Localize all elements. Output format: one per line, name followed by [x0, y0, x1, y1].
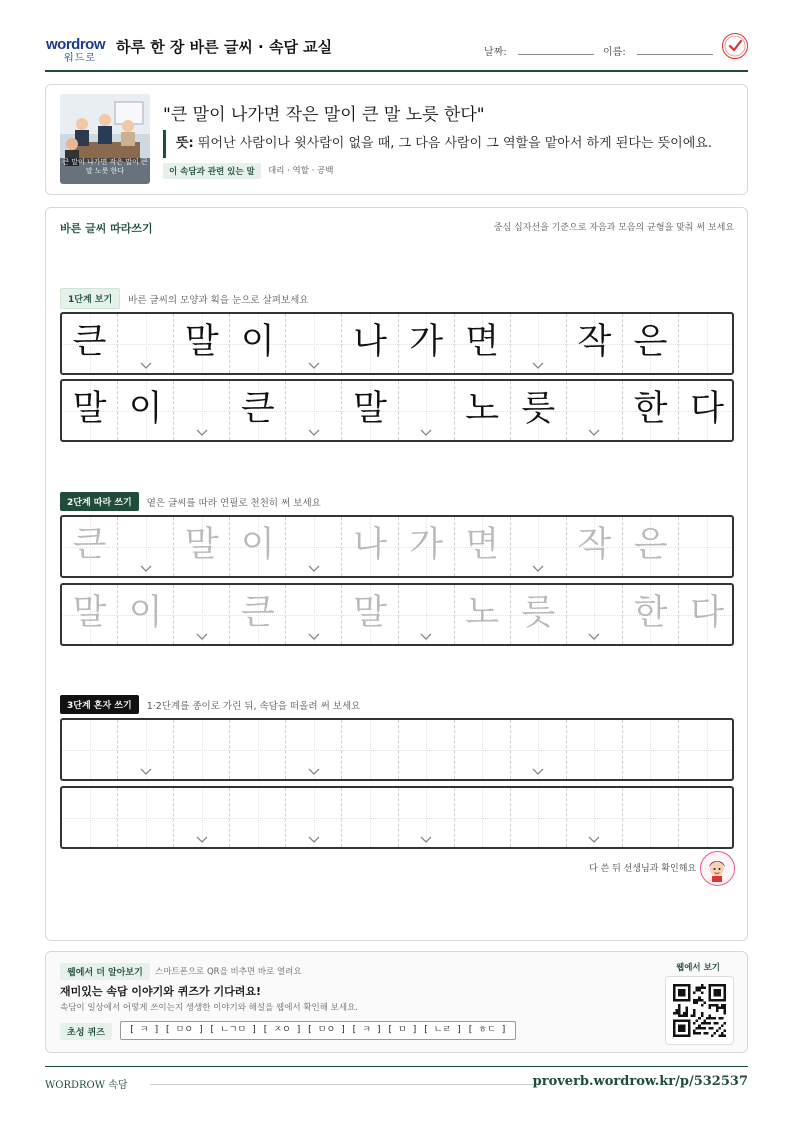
stage1-row2 — [60, 379, 734, 442]
grid-char: 은 — [633, 525, 668, 565]
grid-cell — [230, 314, 286, 373]
grid-cell[interactable] — [455, 517, 511, 576]
proverb-meaning — [163, 130, 712, 158]
grid-cell[interactable] — [511, 585, 567, 644]
grid-cell — [623, 314, 679, 373]
grid-cell[interactable] — [679, 788, 734, 847]
space-mark-icon — [532, 565, 544, 572]
web-more-tag: 웹에서 더 알아보기 — [60, 963, 150, 980]
stage-2-desc: 옅은 글씨를 따라 연필로 천천히 써 보세요 — [146, 497, 321, 509]
grid-cell[interactable] — [174, 517, 230, 576]
grid-cell — [118, 314, 174, 373]
grid-cell[interactable] — [62, 517, 118, 576]
qr-code-icon[interactable] — [665, 976, 734, 1045]
stage-1-label: 1단계 보기 — [60, 288, 120, 309]
stage-2-header — [60, 492, 321, 511]
stage3-row2[interactable] — [60, 786, 734, 849]
name-field[interactable] — [603, 40, 713, 59]
stage-3-desc: 1·2단계를 종이로 가린 뒤, 속담을 떠올려 써 보세요 — [146, 700, 361, 712]
illustration-caption: 큰 말이 나가면 작은 말이 큰 말 노릇 한다 — [62, 158, 148, 175]
stage-1-desc: 바른 글씨의 모양과 획을 눈으로 살펴보세요 — [128, 294, 309, 306]
grid-cell — [342, 381, 398, 440]
grid-char: 말 — [72, 593, 107, 633]
grid-cell — [679, 314, 734, 373]
grid-char: 나 — [353, 525, 387, 565]
space-mark-icon — [308, 429, 320, 436]
wordrow-logo[interactable] — [46, 36, 108, 62]
quiz-label: 초성 퀴즈 — [60, 1023, 112, 1040]
stage-3-header — [60, 695, 360, 714]
grid-char: 한 — [633, 593, 668, 633]
grid-cell[interactable] — [342, 517, 398, 576]
name-label: 이름: — [603, 47, 626, 58]
grid-char: 이 — [240, 525, 275, 565]
grid-cell — [399, 381, 455, 440]
grid-cell — [230, 381, 286, 440]
grid-cell[interactable] — [511, 517, 567, 576]
grid-cell[interactable] — [455, 585, 511, 644]
grid-char: 말 — [72, 389, 107, 429]
web-headline: 재미있는 속담 이야기와 퀴즈가 기다려요! — [60, 985, 261, 998]
grid-char: 큰 — [240, 389, 275, 429]
logo-text: wordrow — [46, 36, 105, 53]
stage-3-label: 3단계 혼자 쓰기 — [60, 695, 139, 714]
stage-1-header — [60, 288, 308, 309]
grid-cell[interactable] — [118, 720, 174, 779]
grid-cell[interactable] — [567, 788, 623, 847]
grid-cell — [286, 314, 342, 373]
grid-cell — [342, 314, 398, 373]
grid-cell — [62, 381, 118, 440]
grid-cell[interactable] — [118, 585, 174, 644]
teacher-stamp-icon — [700, 851, 735, 886]
grid-cell — [399, 314, 455, 373]
grid-cell[interactable] — [174, 788, 230, 847]
web-subtext: 속담이 일상에서 어떻게 쓰이는지 생생한 이야기와 해설을 웹에서 확인해 보세요. — [60, 1003, 358, 1013]
space-mark-icon — [196, 836, 208, 843]
grid-cell[interactable] — [567, 585, 623, 644]
grid-char: 작 — [577, 322, 612, 362]
grid-char: 이 — [128, 593, 163, 633]
grid-cell[interactable] — [174, 585, 230, 644]
grid-cell[interactable] — [342, 585, 398, 644]
grid-cell[interactable] — [286, 517, 342, 576]
grid-char: 큰 — [240, 593, 275, 633]
web-hint: 스마트폰으로 QR을 비추면 바로 열려요 — [155, 967, 302, 977]
practice-note: 중심 십자선을 기준으로 자음과 모음의 균형을 맞춰 써 보세요 — [493, 223, 734, 233]
page-title: 하루 한 장 바른 글씨 · 속담 교실 — [116, 38, 333, 56]
grid-cell[interactable] — [174, 720, 230, 779]
grid-char: 큰 — [72, 525, 107, 565]
grid-cell — [623, 381, 679, 440]
grid-cell — [679, 381, 734, 440]
grid-cell — [455, 314, 511, 373]
teacher-check-note: 다 쓴 뒤 선생님과 확인해요 — [589, 864, 697, 874]
grid-cell[interactable] — [118, 788, 174, 847]
grid-cell[interactable] — [342, 788, 398, 847]
space-mark-icon — [196, 429, 208, 436]
grid-cell — [511, 381, 567, 440]
grid-char: 노 — [465, 593, 500, 633]
space-mark-icon — [140, 768, 152, 775]
grid-char: 큰 — [72, 322, 107, 362]
grid-cell[interactable] — [623, 720, 679, 779]
grid-cell[interactable] — [511, 788, 567, 847]
grid-char: 노 — [465, 389, 500, 429]
grid-cell[interactable] — [567, 517, 623, 576]
grid-cell[interactable] — [399, 720, 455, 779]
chosung-quiz: [ ㅋ ] [ ㅁㅇ ] [ ㄴㄱㅁ ] [ ㅈㅇ ] [ ㅁㅇ ] [ ㅋ ] [ ㅁ ] [ ㄴㄹ ] [ ㅎㄷ ] — [120, 1021, 516, 1040]
qr-label: 웹에서 보기 — [676, 963, 721, 973]
stage2-row1[interactable] — [60, 515, 734, 578]
related-words: 대리 · 역할 · 공백 — [268, 166, 334, 176]
meaning-label: 뜻: — [176, 136, 194, 151]
space-mark-icon — [140, 565, 152, 572]
stage2-row2[interactable] — [60, 583, 734, 646]
grid-char: 릇 — [521, 593, 556, 633]
space-mark-icon — [196, 633, 208, 640]
grid-cell[interactable] — [286, 788, 342, 847]
grid-cell — [567, 381, 623, 440]
footer-rule — [150, 1084, 540, 1085]
grid-cell[interactable] — [286, 585, 342, 644]
space-mark-icon — [532, 768, 544, 775]
date-blank[interactable] — [518, 43, 594, 55]
space-mark-icon — [308, 633, 320, 640]
stage3-row1[interactable] — [60, 718, 734, 781]
space-mark-icon — [140, 362, 152, 369]
grid-char: 말 — [184, 322, 219, 362]
grid-cell[interactable] — [455, 788, 511, 847]
grid-cell[interactable] — [399, 788, 455, 847]
grid-char: 면 — [465, 525, 500, 565]
grid-cell — [511, 314, 567, 373]
grid-cell[interactable] — [399, 585, 455, 644]
space-mark-icon — [588, 836, 600, 843]
logo-subtext: 워드로 — [64, 53, 96, 64]
space-mark-icon — [420, 429, 432, 436]
date-field[interactable] — [484, 40, 594, 59]
name-blank[interactable] — [637, 43, 713, 55]
space-mark-icon — [308, 836, 320, 843]
grid-cell[interactable] — [342, 720, 398, 779]
grid-cell[interactable] — [623, 585, 679, 644]
space-mark-icon — [420, 836, 432, 843]
grid-cell[interactable] — [679, 585, 734, 644]
grid-cell[interactable] — [62, 720, 118, 779]
grid-char: 가 — [409, 525, 444, 565]
grid-char: 다 — [690, 593, 724, 633]
space-mark-icon — [308, 362, 320, 369]
grid-cell[interactable] — [230, 585, 286, 644]
practice-title: 바른 글씨 따라쓰기 — [60, 222, 153, 235]
stage1-row1 — [60, 312, 734, 375]
proverb-text: "큰 말이 나가면 작은 말이 큰 말 노릇 한다" — [163, 105, 485, 125]
grid-cell — [174, 314, 230, 373]
grid-cell[interactable] — [230, 517, 286, 576]
space-mark-icon — [420, 633, 432, 640]
grid-char: 면 — [465, 322, 500, 362]
grid-char: 말 — [353, 593, 387, 633]
grid-cell[interactable] — [399, 517, 455, 576]
check-stamp-icon — [722, 33, 748, 59]
grid-cell[interactable] — [511, 720, 567, 779]
grid-cell[interactable] — [679, 517, 734, 576]
grid-char: 다 — [690, 389, 724, 429]
grid-char: 한 — [633, 389, 668, 429]
footer-brand: WORDROW 속담 — [45, 1080, 128, 1091]
grid-cell — [174, 381, 230, 440]
grid-cell[interactable] — [62, 788, 118, 847]
space-mark-icon — [308, 565, 320, 572]
grid-cell[interactable] — [679, 720, 734, 779]
related-words-tag: 이 속담과 관련 있는 말 — [163, 163, 261, 179]
grid-cell[interactable] — [623, 517, 679, 576]
grid-char: 이 — [128, 389, 163, 429]
grid-cell[interactable] — [623, 788, 679, 847]
grid-cell — [118, 381, 174, 440]
grid-char: 이 — [240, 322, 275, 362]
grid-cell[interactable] — [62, 585, 118, 644]
grid-char: 은 — [633, 322, 668, 362]
grid-cell — [567, 314, 623, 373]
grid-cell[interactable] — [118, 517, 174, 576]
date-label: 날짜: — [484, 47, 507, 58]
header-divider — [45, 70, 748, 72]
footer-url[interactable]: proverb.wordrow.kr/p/532537 — [532, 1074, 748, 1089]
stage-2-label: 2단계 따라 쓰기 — [60, 492, 139, 511]
proverb-illustration — [60, 94, 150, 184]
grid-char: 릇 — [521, 389, 556, 429]
grid-char: 말 — [353, 389, 387, 429]
grid-cell[interactable] — [230, 788, 286, 847]
grid-cell[interactable] — [286, 720, 342, 779]
space-mark-icon — [532, 362, 544, 369]
space-mark-icon — [588, 429, 600, 436]
grid-char: 말 — [184, 525, 219, 565]
space-mark-icon — [308, 768, 320, 775]
grid-char: 가 — [409, 322, 444, 362]
grid-char: 나 — [353, 322, 387, 362]
grid-cell[interactable] — [230, 720, 286, 779]
grid-cell — [286, 381, 342, 440]
grid-cell[interactable] — [567, 720, 623, 779]
space-mark-icon — [588, 633, 600, 640]
grid-cell[interactable] — [455, 720, 511, 779]
grid-char: 작 — [577, 525, 612, 565]
meaning-text: 뛰어난 사람이나 윗사람이 없을 때, 그 다음 사람이 그 역할을 맡아서 하게 된다는 뜻이에요. — [197, 136, 712, 151]
grid-cell — [62, 314, 118, 373]
grid-cell — [455, 381, 511, 440]
footer-divider — [45, 1066, 748, 1067]
